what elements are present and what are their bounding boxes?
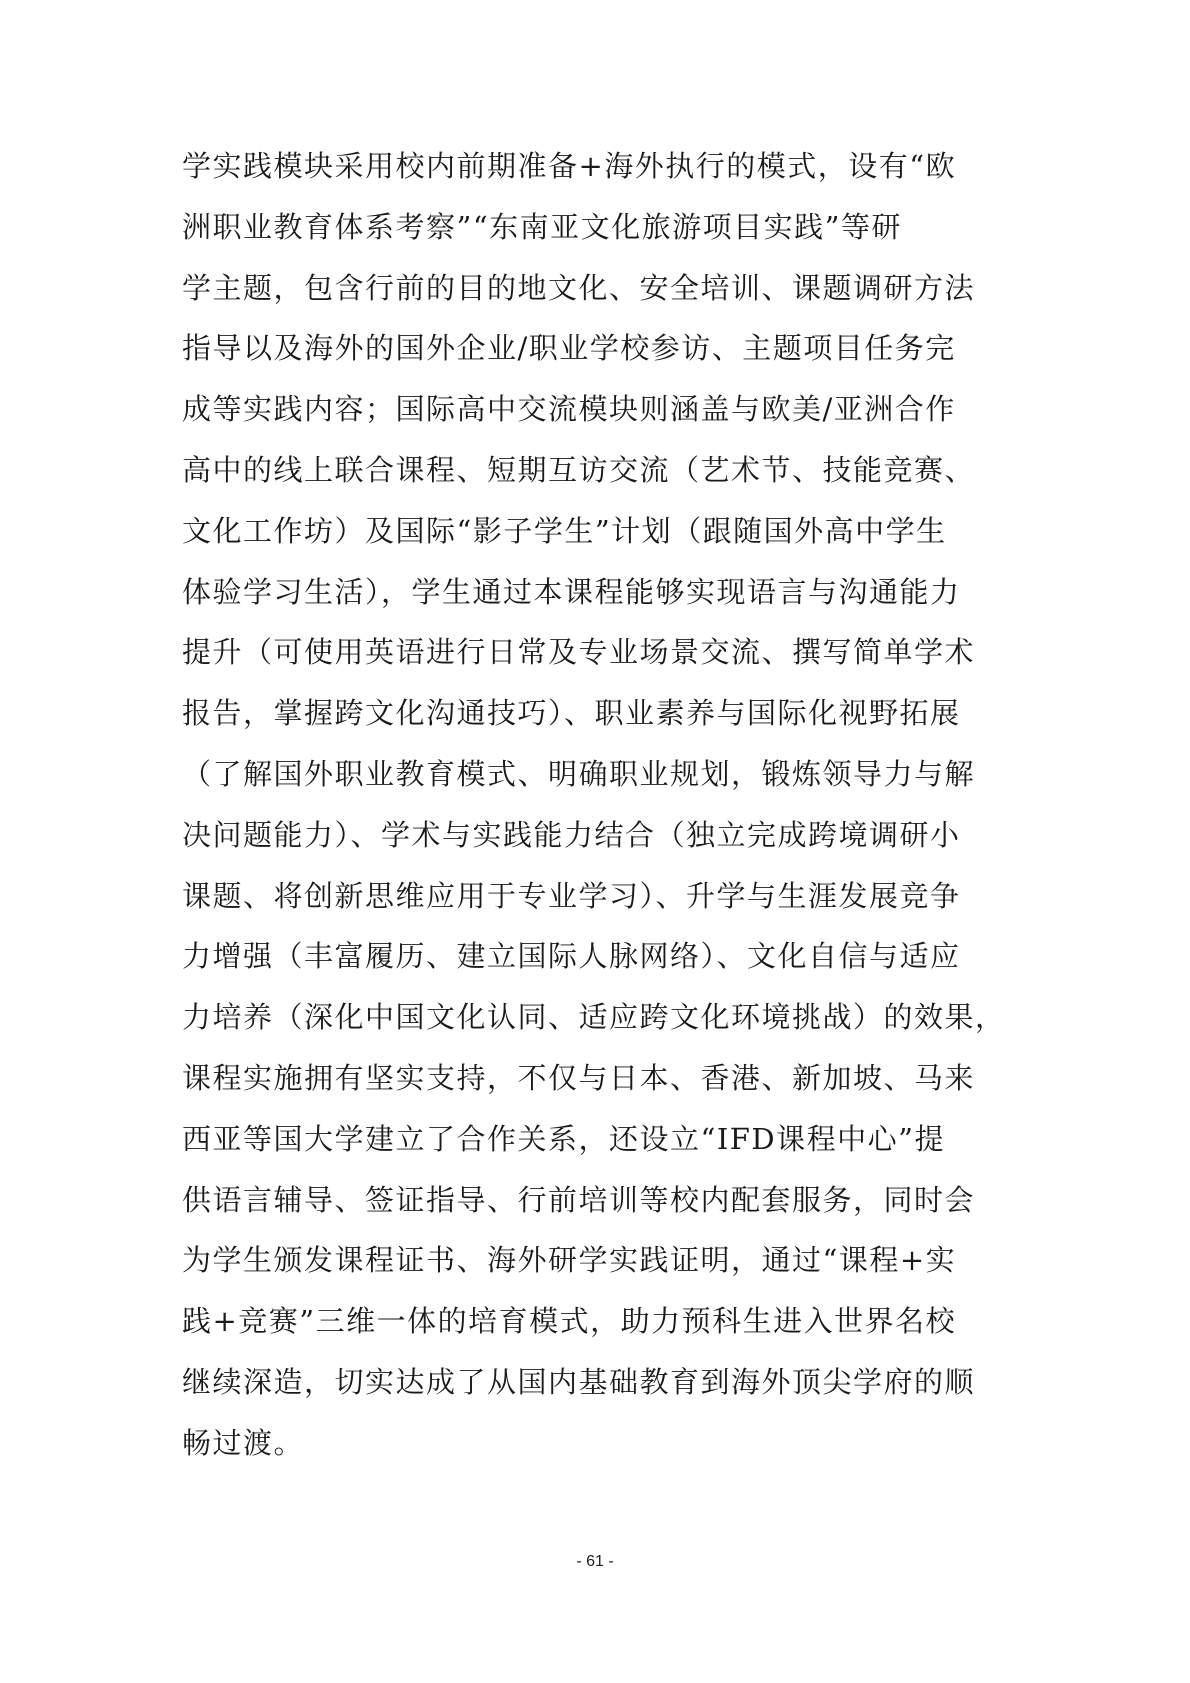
text-line: 继续深造，切实达成了从国内基础教育到海外顶尖学府的顺 (182, 1364, 976, 1399)
text-line: 学实践模块采用校内前期准备+海外执行的模式，设有“欧 (182, 149, 957, 183)
text-line: 文化工作坊）及国际“影子学生”计划（跟随国外高中学生 (182, 513, 947, 548)
text-line: 体验学习生活），学生通过本课程能够实现语言与沟通能力 (182, 574, 961, 609)
text-line: 课题、将创新思维应用于专业学习）、升学与生涯发展竞争 (182, 878, 961, 913)
page-number: - 61 - (576, 1553, 614, 1570)
text-line: 学主题，包含行前的目的地文化、安全培训、课题调研方法 (182, 270, 976, 305)
text-line: 力增强（丰富履历、建立国际人脉网络）、文化自信与适应 (182, 939, 961, 974)
text-line: 西亚等国大学建立了合作关系，还设立“IFD课程中心”提 (182, 1121, 945, 1156)
text-line: 决问题能力）、学术与实践能力结合（独立完成跨境调研小 (182, 817, 961, 852)
text-line: 畅过渡。 (182, 1425, 305, 1460)
text-line: 课程实施拥有坚实支持，不仅与日本、香港、新加坡、马来 (182, 1060, 976, 1095)
text-line: 洲职业教育体系考察”“东南亚文化旅游项目实践”等研 (182, 209, 902, 244)
text-line: 践+竞赛”三维一体的培育模式，助力预科生进入世界名校 (182, 1304, 957, 1339)
text-line: 力培养（深化中国文化认同、适应跨文化环境挑战）的效果， (182, 1000, 1006, 1035)
text-line: 报告，掌握跨文化沟通技巧）、职业素养与国际化视野拓展 (182, 696, 961, 731)
text-line: 指导以及海外的国外企业/职业学校参访、主题项目任务完 (182, 331, 956, 366)
text-line: （了解国外职业教育模式、明确职业规划，锻炼领导力与解 (182, 756, 976, 791)
text-line: 供语言辅导、签证指导、行前培训等校内配套服务，同时会 (182, 1182, 976, 1217)
text-line: 为学生颁发课程证书、海外研学实践证明，通过“课程+实 (182, 1243, 957, 1278)
text-line: 提升（可使用英语进行日常及专业场景交流、撰写简单学术 (182, 635, 976, 670)
text-line: 成等实践内容；国际高中交流模块则涵盖与欧美/亚洲合作 (182, 392, 956, 427)
body-paragraph (182, 136, 1022, 1474)
text-line: 高中的线上联合课程、短期互访交流（艺术节、技能竞赛、 (182, 452, 976, 487)
